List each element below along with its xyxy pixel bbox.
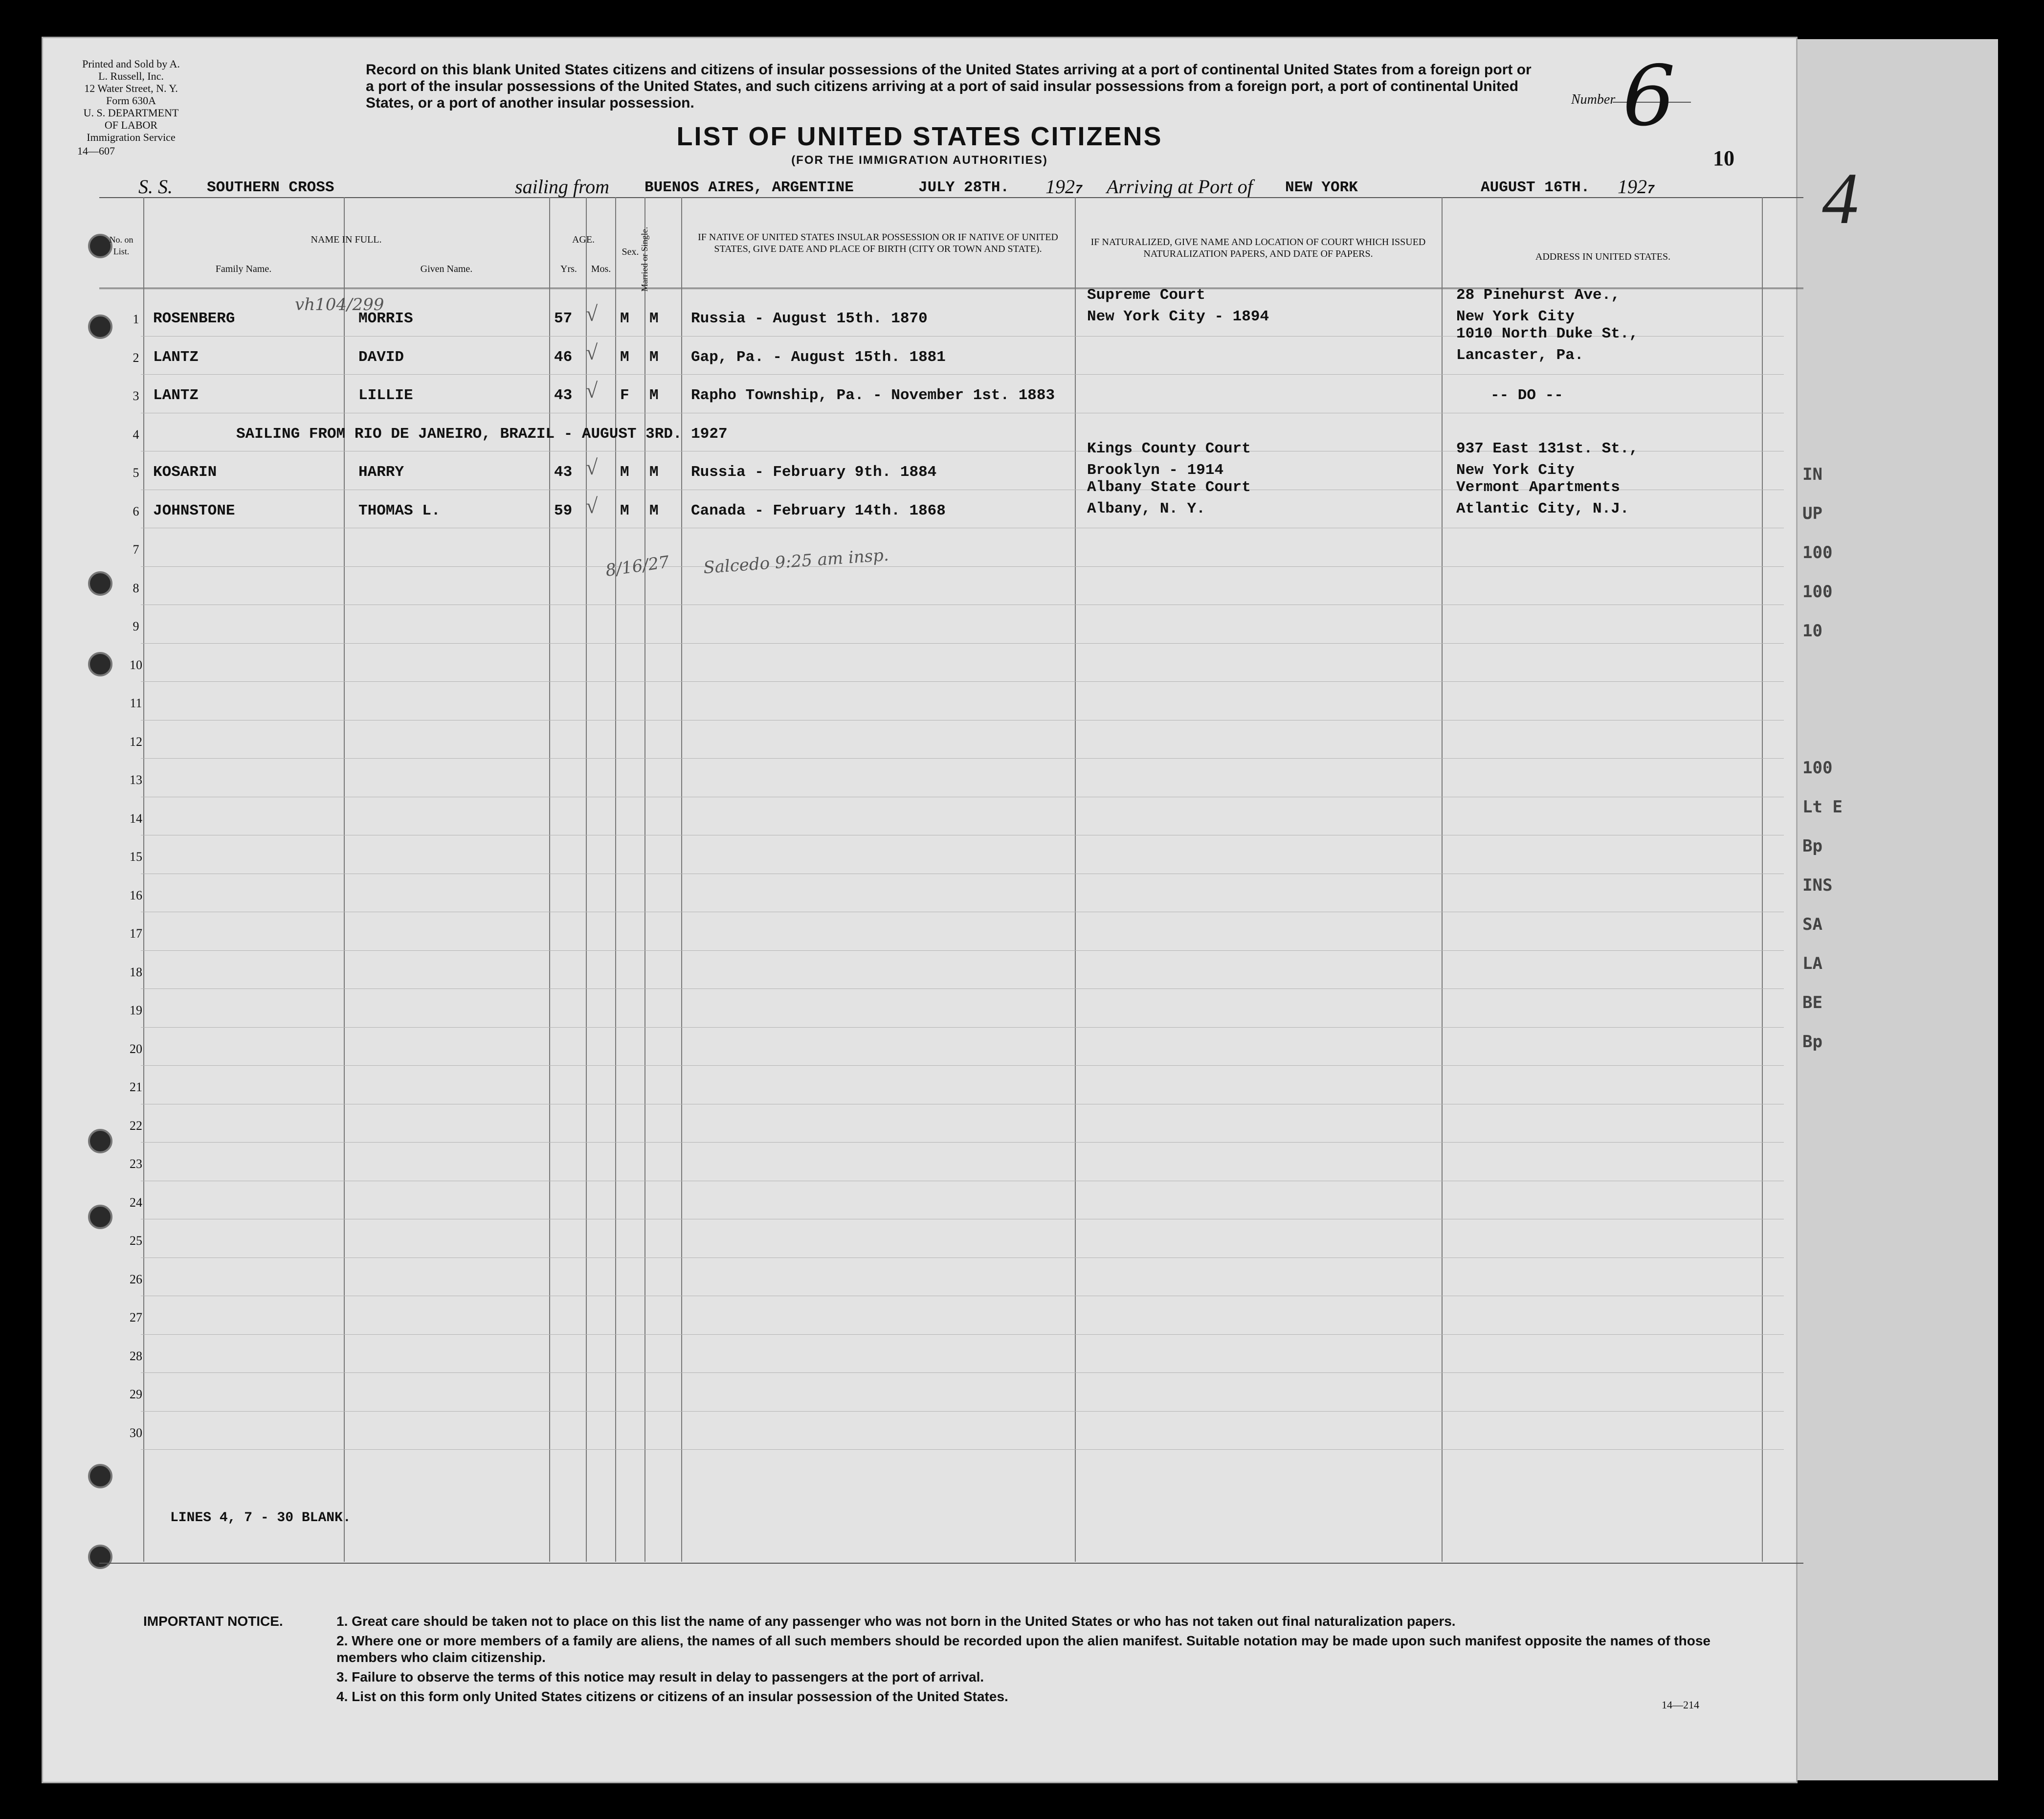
col-header-birth: IF NATIVE OF UNITED STATES INSULAR POSSESSION OR IF NATIVE OF UNITED STATES, GIVE DATE AND PLACE OF BIRTH (CITY OR TOWN AND STATE). [698, 232, 1058, 254]
port-from: BUENOS AIRES, ARGENTINE [644, 179, 854, 196]
row-number: 8 [133, 581, 139, 595]
adjacent-mark: Lt E [1802, 797, 1843, 817]
sex: F [620, 387, 629, 404]
sex: M [620, 502, 629, 519]
marital-status: M [649, 502, 659, 519]
adjacent-mark: 10 [1802, 621, 1822, 641]
row-number: 2 [133, 350, 139, 365]
col-divider [549, 197, 550, 1562]
row-number: 23 [130, 1157, 142, 1171]
row-rule [141, 643, 1784, 644]
col-divider [615, 197, 616, 1562]
row-rule [141, 1334, 1784, 1335]
department: U. S. DEPARTMENT OF LABOR [83, 107, 179, 131]
row-rule [141, 1411, 1784, 1412]
given-name: THOMAS L. [358, 502, 441, 519]
sail-year-digit: 7 [1075, 182, 1083, 197]
notice-item: 3. Failure to observe the terms of this notice may result in delay to passengers at the port of arrival. [336, 1669, 984, 1684]
row-number: 24 [130, 1195, 142, 1210]
row-number: 5 [133, 466, 139, 480]
col-header-sex: Sex. [622, 247, 639, 257]
row-number: 11 [130, 696, 142, 710]
adjacent-mark: Bp [1802, 836, 1822, 856]
address-line: -- DO -- [1490, 387, 1563, 404]
check-mark: √ [586, 494, 598, 518]
marital-status: M [649, 348, 659, 366]
notice-item: 1. Great care should be taken not to place on this list the name of any passenger who was not born in the United States or who has not taken out final naturalization papers. [336, 1614, 1456, 1629]
form-code: 14—607 [77, 145, 115, 157]
naturalization-court: New York City - 1894 [1087, 308, 1269, 325]
row-rule [141, 950, 1784, 951]
birth-info: Canada - February 14th. 1868 [691, 502, 946, 519]
adjacent-mark: 100 [1802, 582, 1833, 602]
form-number: Form 630A [106, 94, 156, 107]
row-number: 16 [130, 888, 142, 902]
handwritten-ref: vh104/299 [295, 295, 384, 314]
given-name: DAVID [358, 348, 404, 366]
form-subtitle: (FOR THE IMMIGRATION AUTHORITIES) [791, 154, 1048, 167]
row-rule [141, 566, 1784, 567]
col-divider [644, 197, 645, 1562]
row-rule [141, 1372, 1784, 1373]
col-header-yrs: Yrs. [560, 264, 577, 274]
row-number: 21 [130, 1080, 142, 1094]
address-line: Vermont Apartments [1456, 478, 1620, 496]
row-number: 13 [130, 773, 142, 787]
address-line: 937 East 131st. St., [1456, 440, 1639, 457]
ss-label: S. S. [138, 176, 173, 198]
address-line: 1010 North Duke St., [1456, 325, 1639, 342]
col-header-name-in-full: NAME IN FULL. [311, 234, 382, 245]
row-number: 18 [130, 965, 142, 979]
arrival-year [1618, 175, 1655, 198]
handwritten-date: 8/16/27 [604, 552, 671, 581]
service: Immigration Service [87, 131, 176, 143]
naturalization-court: Kings County Court [1087, 440, 1251, 457]
row-number: 10 [130, 657, 142, 672]
row-number: 28 [130, 1348, 142, 1363]
address-line: New York City [1456, 308, 1575, 325]
adjacent-mark: IN [1802, 465, 1822, 484]
printer-address: 12 Water Street, N. Y. [84, 82, 178, 94]
adjacent-mark: 100 [1802, 543, 1833, 562]
row-number: 22 [130, 1118, 142, 1133]
notice-items [336, 1613, 1755, 1705]
row-number: 12 [130, 734, 142, 749]
family-name: LANTZ [153, 348, 199, 366]
row-number: 20 [130, 1041, 142, 1056]
row-rule [141, 988, 1784, 989]
row-number: 3 [133, 389, 139, 403]
row-number: 17 [130, 926, 142, 941]
family-name: LANTZ [153, 387, 199, 404]
row-rule [141, 1065, 1784, 1066]
address-line: Lancaster, Pa. [1456, 346, 1584, 364]
notice-label: IMPORTANT NOTICE. [143, 1614, 283, 1629]
given-name: LILLIE [358, 387, 413, 404]
row-rule [141, 1449, 1784, 1450]
arrival-year-prefix: 192 [1618, 176, 1647, 198]
row-number: 1 [133, 312, 139, 326]
blank-lines-note: LINES 4, 7 - 30 BLANK. [170, 1510, 351, 1526]
footer-code: 14—214 [1662, 1699, 1699, 1711]
adjacent-mark: Bp [1802, 1032, 1822, 1052]
manifest-number: 6 [1622, 48, 1676, 145]
sheet-number: 10 [1713, 146, 1734, 170]
row-number: 27 [130, 1310, 142, 1325]
col-header-married: Married or Single. [640, 226, 649, 292]
record-note: Record on this blank United States citizens and citizens of insular possessions of the United States arriving at a port of continental United States from a foreign port or a port of the insular possessions of the United States, and such citizens arriving at a port of said insular possessions from a foreign port, a port of continental United States, or a port of another insular possession. [366, 62, 1532, 111]
adjacent-mark: UP [1802, 504, 1822, 523]
marital-status: M [649, 464, 659, 481]
row-number: 14 [130, 811, 142, 826]
age-years: 43 [554, 464, 573, 481]
row-rule [141, 758, 1784, 759]
row-number: 6 [133, 504, 139, 518]
address-line: New York City [1456, 462, 1575, 479]
col-header-given-name: Given Name. [420, 264, 473, 274]
row-rule [141, 1142, 1784, 1143]
sailing-note: SAILING FROM RIO DE JANEIRO, BRAZIL - AUGUST 3RD. 1927 [236, 425, 728, 443]
naturalization-court: Albany State Court [1087, 478, 1251, 496]
adjacent-mark: INS [1802, 876, 1833, 895]
adjacent-mark: SA [1802, 915, 1822, 934]
marital-status: M [649, 310, 659, 327]
marital-status: M [649, 387, 659, 404]
check-mark: √ [586, 455, 598, 479]
check-mark: √ [586, 302, 598, 326]
row-number: 26 [130, 1272, 142, 1286]
row-number: 29 [130, 1387, 142, 1401]
row-number: 9 [133, 619, 139, 633]
sail-year [1045, 175, 1083, 198]
row-number: 30 [130, 1425, 142, 1440]
address-line: 28 Pinehurst Ave., [1456, 287, 1620, 304]
age-years: 59 [554, 502, 573, 519]
naturalization-court: Supreme Court [1087, 287, 1205, 304]
row-rule [141, 374, 1784, 375]
col-header-family-name: Family Name. [215, 264, 272, 274]
col-divider [1762, 197, 1763, 1562]
address-line: Atlantic City, N.J. [1456, 500, 1629, 517]
printer-name: Printed and Sold by A. L. Russell, Inc. [82, 58, 180, 82]
arrival-year-digit: 7 [1647, 182, 1655, 197]
naturalization-court: Albany, N. Y. [1087, 500, 1205, 517]
sex: M [620, 348, 629, 366]
row-number: 25 [130, 1234, 142, 1248]
arriving-label: Arriving at Port of [1107, 176, 1253, 198]
col-divider [681, 197, 682, 1562]
birth-info: Rapho Township, Pa. - November 1st. 1883 [691, 387, 1055, 404]
port-to: NEW YORK [1285, 179, 1358, 196]
col-divider [344, 197, 345, 1562]
adjacent-page-number: 4 [1822, 158, 1859, 239]
row-number: 7 [133, 542, 139, 557]
notice-item: 4. List on this form only United States citizens or citizens of an insular possession of the United States. [336, 1689, 1008, 1704]
given-name: MORRIS [358, 310, 413, 327]
sail-date: JULY 28TH. [918, 179, 1010, 196]
sex: M [620, 464, 629, 481]
family-name: JOHNSTONE [153, 502, 235, 519]
col-divider [1442, 197, 1443, 1562]
row-number: 4 [133, 427, 139, 442]
naturalization-court: Brooklyn - 1914 [1087, 462, 1224, 479]
family-name: ROSENBERG [153, 310, 235, 327]
col-divider [1075, 197, 1076, 1562]
row-number: 15 [130, 850, 142, 864]
col-header-mos: Mos. [591, 264, 611, 274]
inspector-signature: Salcedo 9:25 am insp. [703, 545, 889, 578]
given-name: HARRY [358, 464, 404, 481]
number-label: Number [1571, 92, 1616, 107]
row-number: 19 [130, 1003, 142, 1017]
col-header-no: No. on List. [109, 235, 133, 256]
age-years: 43 [554, 387, 573, 404]
birth-info: Russia - February 9th. 1884 [691, 464, 937, 481]
birth-info: Gap, Pa. - August 15th. 1881 [691, 348, 946, 366]
col-header-address: ADDRESS IN UNITED STATES. [1535, 251, 1671, 262]
manifest-page [42, 37, 1798, 1783]
check-mark: √ [586, 340, 598, 364]
family-name: KOSARIN [153, 464, 217, 481]
birth-info: Russia - August 15th. 1870 [691, 310, 928, 327]
notice-item: 2. Where one or more members of a family are aliens, the names of all such members should be recorded upon the alien manifest. Suitable notation may be made upon such manifest opposite the names of those members who claim citizenship. [336, 1633, 1711, 1665]
sailing-label: sailing from [515, 176, 609, 198]
col-header-naturalized: IF NATURALIZED, GIVE NAME AND LOCATION OF COURT WHICH ISSUED NATURALIZATION PAPERS, AND DATE OF PAPERS. [1090, 237, 1426, 259]
adjacent-mark: BE [1802, 993, 1822, 1012]
check-mark: √ [586, 379, 598, 403]
row-rule [141, 681, 1784, 682]
form-title: LIST OF UNITED STATES CITIZENS [676, 122, 1163, 151]
adjacent-page [1780, 39, 1998, 1780]
col-header-age: AGE. [572, 234, 595, 245]
adjacent-mark: LA [1802, 954, 1822, 973]
age-years: 46 [554, 348, 573, 366]
sex: M [620, 310, 629, 327]
row-rule [141, 1027, 1784, 1028]
adjacent-mark: 100 [1802, 758, 1833, 778]
sail-year-prefix: 192 [1045, 176, 1075, 198]
arrival-date: AUGUST 16TH. [1481, 179, 1590, 196]
age-years: 57 [554, 310, 573, 327]
ship-name: SOUTHERN CROSS [207, 179, 334, 196]
